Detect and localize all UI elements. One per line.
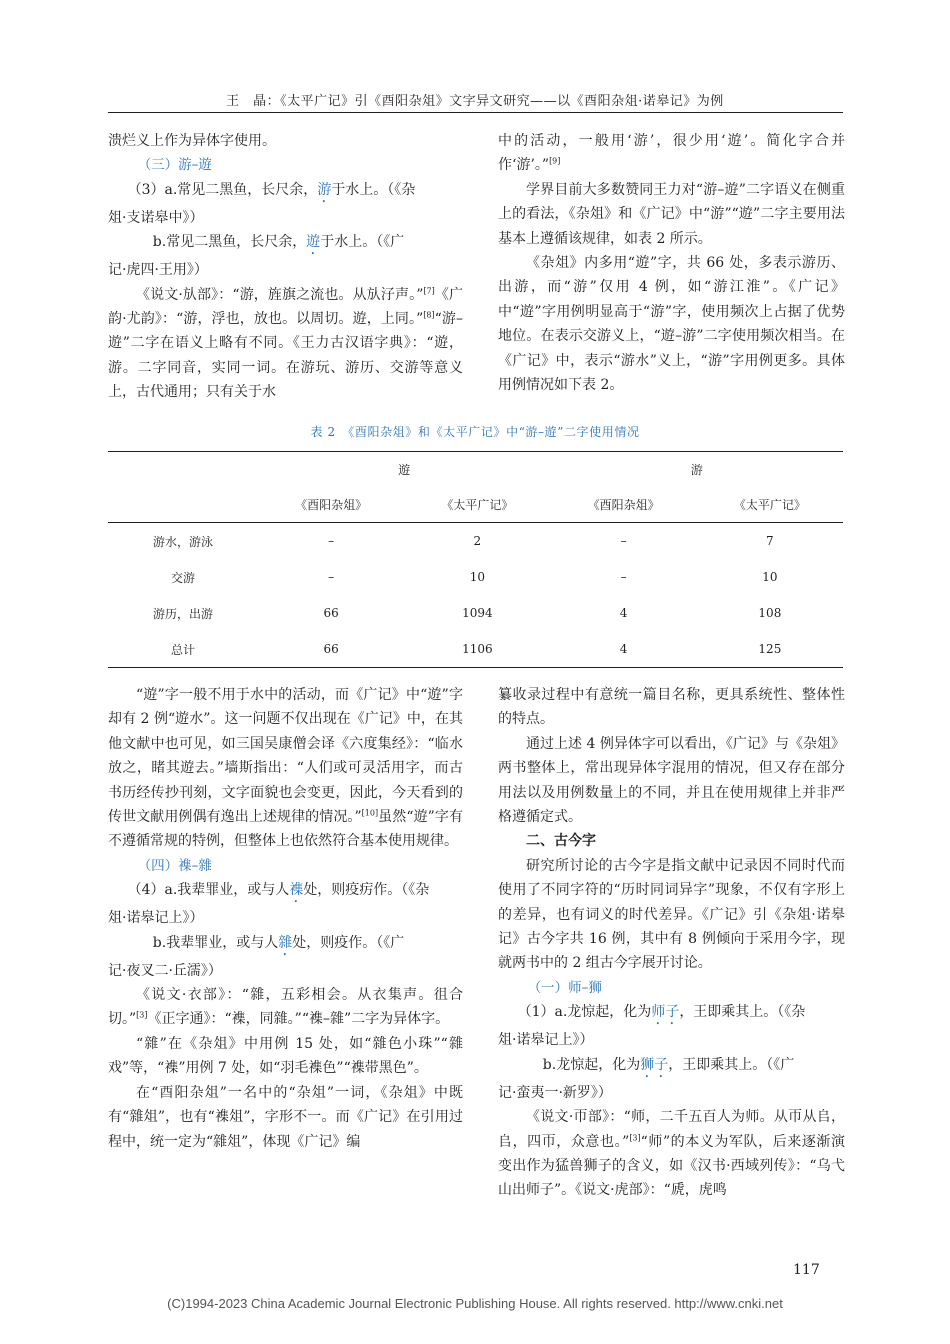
paragraph: 《说文·衣部》：“雜，五彩相会。从衣集声。徂合切。”[3]《正字通》：“襍，同雜。”“襍–雜”二字为异体字。 (108, 987, 463, 1028)
table-row (108, 595, 843, 631)
table-cell: – (620, 534, 627, 548)
section-heading-4: （四）襍–雜 (137, 857, 212, 874)
citation: [7] (423, 285, 435, 295)
citation: [3] (629, 1132, 641, 1142)
paragraph: 通过上述 4 例异体字可以看出，《广记》与《杂俎》两书整体上，常出现异体字混用的情况，但又存在部分用法以及用例数量上的不同，并且在使用规律上并非严格遵循定式。 (498, 735, 845, 826)
table-cell: – (620, 570, 627, 584)
paragraph: 纂收录过程中有意统一篇目名称，更具系统性、整体性的特点。 (498, 687, 845, 728)
table-subheader: 《太平广记》 (404, 486, 550, 523)
paragraph: “遊”字一般不用于水中的活动，而《广记》中“遊”字却有 2 例“遊水”。这一问题不仅出现在《广记》中，在其他文献中也可见，如三国吴康僧会译《六度集经》：“临水放之，睹其遊去。”墙斯指出：“人们或可灵活用字，而古书历经传抄刊刻，文字面貌也会变更，因此，今天看到的传世文献用例偶有逸出上述规律的情况。”[10]虽然“遊”字有不遵循常规的特例，但整体上也依然符合基本使用规律。 (108, 687, 463, 850)
table-group-header: 游 (551, 452, 844, 487)
table-cell: – (328, 534, 335, 548)
example-4a: （4）a.我辈罪业，或与人襍处，则疫疠作。（《杂 (127, 882, 430, 899)
bottom-left-column (108, 683, 463, 1154)
example-4b: b.我辈罪业，或与人雜处，则疫作。（《广 (152, 934, 405, 951)
example-1a-source: 俎·诺皋记上》） (498, 1032, 594, 1049)
section-heading-ii: 二、古今字 (526, 833, 596, 850)
top-right-column (498, 129, 845, 397)
row-label: 总计 (108, 631, 258, 668)
table-cell: 1094 (462, 606, 493, 620)
paragraph: 《杂俎》内多用“遊”字，共 66 处，多表示游历、出游，而“游”仅用 4 例，如“游江淮”。《广记》中“遊”字用例明显高于“游”字，使用频次上占据了优势地位。在表示交游义上，“遊–游”二字使用频次相当。在《广记》中，表示“游水”义上，“游”字用例更多。具体用例情况如下表 2。 (498, 255, 845, 394)
table-subheader: 《酉阳杂俎》 (258, 486, 404, 523)
section-heading-1: （一）师–狮 (527, 979, 602, 996)
highlight-char: 师子 (651, 1004, 680, 1021)
citation: [9] (549, 156, 561, 166)
table-row (108, 559, 843, 595)
usage-table (108, 451, 843, 668)
header-rule (108, 112, 843, 113)
page-number: 117 (793, 1262, 820, 1278)
paragraph: “雜”在《杂俎》中用例 15 处，如“雜色小珠”“雜戏”等，“襍”用例 7 处，如“羽毛襍色”“襍带黑色”。 (108, 1035, 463, 1077)
table-cell: 7 (766, 534, 774, 548)
example-3a: （3）a.常见二黑鱼，长尺余，游于水上。（《杂 (127, 181, 416, 198)
row-label: 游历，出游 (152, 606, 213, 621)
example-3b: b.常见二黑鱼，长尺余，遊于水上。（《广 (152, 234, 405, 251)
example-1b: b.龙惊起，化为狮子，王即乘其上。（《广 (542, 1056, 795, 1073)
highlight-char: 襍 (289, 882, 304, 899)
highlight-char: 狮子 (640, 1056, 669, 1073)
table-cell: 10 (762, 570, 778, 584)
table-cell: 1106 (404, 631, 550, 668)
paragraph: 溃烂义上作为异体字使用。 (108, 133, 276, 149)
table-group-header: 遊 (258, 452, 551, 487)
example-4b-source: 记·夜叉二·丘濡》） (108, 962, 222, 979)
row-label: 交游 (170, 570, 195, 585)
highlight-char: 雜 (278, 934, 293, 951)
citation: [10] (361, 808, 379, 818)
highlight-char: 游 (317, 181, 332, 198)
table-row (108, 631, 843, 668)
table-cell: 125 (697, 631, 843, 668)
row-label: 游水，游泳 (152, 534, 213, 549)
paragraph: 《说文·帀部》：“师，二千五百人为师。从帀从𠂤，𠂤，四帀，众意也。”[3]“师”的本义为军队，后来逐渐演变出作为猛兽狮子的含义，如《汉书·西域列传》：“乌弋山出师子”。《说文·虎部》：“虒，虎鸣 (498, 1109, 845, 1199)
table-cell: 66 (323, 606, 339, 620)
bottom-right-column (498, 683, 845, 1203)
example-3a-source: 俎·支诺皋中》） (108, 209, 204, 226)
copyright-footer: (C)1994-2023 China Academic Journal Electronic Publishing House. All rights reserved. http://www.cnki.net (167, 1296, 783, 1311)
table-subheader: 《太平广记》 (697, 486, 843, 523)
table-corner (108, 452, 258, 487)
table-cell: 4 (551, 631, 697, 668)
citation: [3] (136, 1010, 148, 1020)
citation: [8] (423, 310, 435, 320)
example-4a-source: 俎·诺皋记上》） (108, 910, 204, 927)
table-cell: 2 (473, 534, 482, 548)
paragraph: 中的活动，一般用‘游’，很少用‘遊’。简化字合并作‘游’。”[9] (498, 133, 845, 174)
paragraph: 学界目前大多数赞同王力对“游–遊”二字语义在侧重上的看法，《杂俎》和《广记》中“游”“遊”二字主要用法基本上遵循该规律，如表 2 所示。 (498, 181, 845, 247)
table-cell: 4 (619, 606, 628, 620)
table-caption: 表 2 《酉阳杂俎》和《太平广记》中“游–遊”二字使用情况 (310, 425, 640, 439)
table-row (108, 523, 843, 560)
highlight-char: 遊 (306, 234, 321, 251)
running-header: 王 晶：《太平广记》引《酉阳杂俎》文字异文研究——以《酉阳杂俎·诺皋记》为例 (226, 94, 724, 109)
paragraph: 在“酉阳杂俎”一名中的“杂俎”一词，《杂俎》中既有“雜俎”，也有“襍俎”，字形不一。而《广记》在引用过程中，统一定为“雜俎”，体现《广记》编 (108, 1084, 463, 1150)
paragraph: 研究所讨论的古今字是指文献中记录因不同时代而使用了不同字符的“历时同词异字”现象，不仅有字形上的差异，也有词义的时代差异。《广记》引《杂俎·诺皋记》古今字共 16 例，其中有 8 例倾向于采用今字，现就两书中的 2 组古今字展开讨论。 (498, 857, 845, 972)
example-3b-source: 记·虎四·王用》） (108, 262, 208, 279)
table-cell: 10 (469, 570, 486, 584)
top-left-column (108, 129, 463, 405)
example-1a: （1）a.龙惊起，化为师子，王即乘其上。（《杂 (517, 1004, 806, 1021)
table-cell: 108 (758, 606, 782, 620)
paragraph: 《说文·㫃部》：“游，旌旗之流也。从㫃汓声。”[7]《广韵·尤韵》：“游，浮也，放也。以周切。遊，上同。”[8]“游–遊”二字在语义上略有不同。《王力古汉语字典》：“遊，游。二字同音，实同一词。在游玩、游历、交游等意义上，古代通用；只有关于水 (108, 285, 464, 401)
section-heading-3: （三）游–遊 (137, 157, 212, 174)
table-cell: – (328, 570, 335, 584)
table-cell: 66 (258, 631, 404, 668)
table-subheader: 《酉阳杂俎》 (551, 486, 697, 523)
example-1b-source: 记·蛮夷一·新罗》） (498, 1084, 612, 1101)
